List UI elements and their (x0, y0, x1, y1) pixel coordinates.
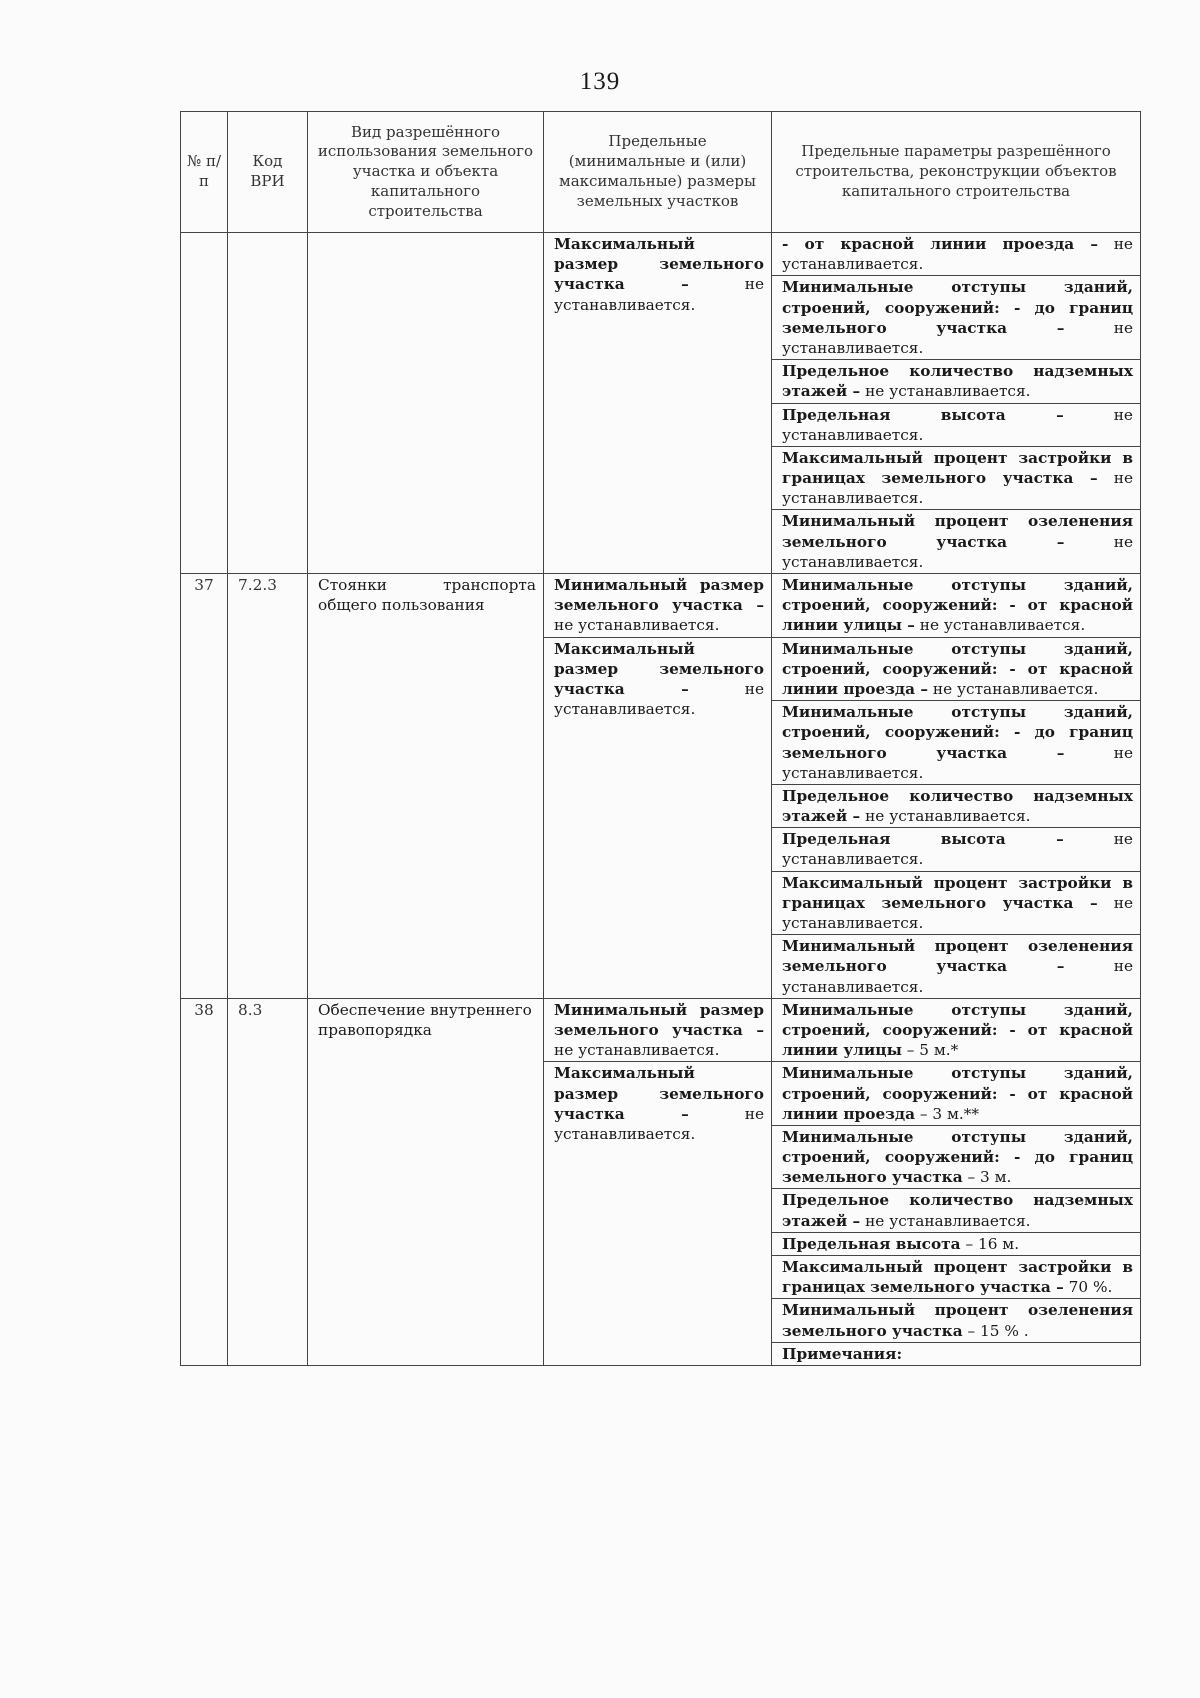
header-num: № п/п (181, 112, 228, 233)
size-max-label: Максимальный размер земельного участка – (554, 235, 764, 294)
param-value: не устанавливается. (782, 830, 1133, 869)
param-cell (772, 998, 1141, 1062)
param-value: – 15 % . (967, 1321, 1029, 1340)
cell-num (181, 233, 228, 574)
param-cell (772, 446, 1141, 510)
cell-size-max (544, 637, 772, 998)
param-label: Минимальный процент озеленения земельного участка – (782, 937, 1133, 976)
notes-cell (772, 1342, 1141, 1365)
param-cell (772, 935, 1141, 999)
cell-code: 8.3 (228, 998, 308, 1365)
param-cell (772, 1232, 1141, 1255)
cell-size-max (544, 233, 772, 574)
param-value: не устанавливается. (782, 318, 1133, 357)
param-value: не устанавливается. (782, 405, 1133, 444)
param-cell (772, 784, 1141, 827)
cell-size-max (544, 1062, 772, 1366)
param-value: не устанавливается. (782, 957, 1133, 996)
param-label: Предельная высота – (782, 405, 1064, 424)
header-kind: Вид разрешённого использования земельного участка и объекта капитального строительства (308, 112, 544, 233)
header-code: Код ВРИ (228, 112, 308, 233)
notes-label: Примечания: (782, 1344, 903, 1363)
param-label: Минимальные отступы зданий, строений, сооружений: - от красной линии проезда – (782, 639, 1133, 698)
param-label: Предельное количество надземных этажей – (782, 362, 1133, 401)
param-cell (772, 360, 1141, 403)
param-label: Предельная высота (782, 1234, 961, 1253)
param-value: не устанавливается. (782, 469, 1133, 508)
param-value: – 16 м. (965, 1234, 1020, 1253)
param-cell (772, 1125, 1141, 1189)
param-cell (772, 574, 1141, 638)
param-cell (772, 276, 1141, 360)
page-number: 139 (579, 68, 621, 95)
param-label: Минимальные отступы зданий, строений, сооружений: - от красной линии улицы – (782, 576, 1133, 635)
param-value: не устанавливается. (782, 235, 1133, 274)
cell-kind: Стоянки транспорта общего пользования (308, 574, 544, 999)
param-cell (772, 637, 1141, 701)
param-label: Минимальные отступы зданий, строений, сооружений: - от красной линии проезда (782, 1064, 1133, 1123)
size-min-value: не устанавливается. (554, 616, 720, 635)
param-cell (772, 403, 1141, 446)
size-max-label: Максимальный размер земельного участка – (554, 639, 764, 698)
param-value: не устанавливается. (865, 1211, 1031, 1230)
param-cell (772, 510, 1141, 574)
param-label: - от красной линии проезда – (782, 235, 1099, 253)
param-value: – 3 м.** (919, 1104, 980, 1123)
table-row (181, 233, 1141, 276)
param-cell (772, 1189, 1141, 1232)
param-label: Максимальный процент застройки в границах земельного участка – (782, 448, 1133, 488)
cell-code: 7.2.3 (228, 574, 308, 999)
param-label: Максимальный процент застройки в границах земельного участка – (782, 873, 1133, 912)
param-label: Минимальные отступы зданий, строений, сооружений: - от красной линии улицы (782, 1000, 1133, 1060)
param-label: Минимальные отступы зданий, строений, сооружений: - до границ земельного участка – (782, 703, 1133, 762)
regulations-table (180, 111, 1141, 1366)
param-value: не устанавливается. (932, 679, 1099, 698)
param-value: – 5 м.* (906, 1041, 959, 1060)
size-min-value: не устанавливается. (554, 1041, 720, 1060)
param-cell (772, 1256, 1141, 1299)
param-value: 70 %. (1068, 1278, 1113, 1297)
size-min-label: Минимальный размер земельного участка – (554, 576, 764, 615)
param-label: Минимальные отступы зданий, строений, сооружений: - до границ земельного участка (782, 1127, 1133, 1187)
cell-size-min (544, 574, 772, 638)
param-value: не устанавливается. (782, 743, 1133, 782)
param-cell (772, 828, 1141, 871)
table-row (181, 574, 1141, 638)
param-value: – 3 м. (967, 1168, 1012, 1187)
cell-kind: Обеспечение внутреннего правопорядка (308, 998, 544, 1365)
size-max-value: не устанавливается. (554, 1104, 764, 1143)
cell-code (228, 233, 308, 574)
param-value: не устанавливается. (865, 382, 1031, 401)
param-value: не устанавливается. (865, 807, 1031, 826)
cell-num: 38 (181, 998, 228, 1365)
param-label: Минимальный процент озеленения земельного участка – (782, 512, 1133, 551)
param-label: Предельная высота – (782, 830, 1064, 849)
size-max-value: не устанавливается. (554, 679, 764, 719)
param-cell (772, 701, 1141, 785)
param-value: не устанавливается. (919, 616, 1086, 635)
header-params: Предельные параметры разрешённого строительства, реконструкции объектов капитального строительства (772, 112, 1141, 233)
param-cell (772, 1299, 1141, 1342)
param-label: Предельное количество надземных этажей – (782, 1191, 1133, 1230)
param-cell (772, 233, 1141, 276)
size-min-label: Минимальный размер земельного участка – (554, 1000, 764, 1039)
cell-kind (308, 233, 544, 574)
param-label: Минимальные отступы зданий, строений, сооружений: - до границ земельного участка – (782, 278, 1133, 337)
param-value: не устанавливается. (782, 893, 1133, 932)
size-max-label: Максимальный размер земельного участка – (554, 1064, 764, 1123)
param-cell (772, 1062, 1141, 1126)
param-label: Минимальный процент озеленения земельного участка (782, 1301, 1133, 1340)
param-cell (772, 871, 1141, 935)
param-label: Предельное количество надземных этажей – (782, 786, 1133, 826)
param-label: Максимальный процент застройки в границах земельного участка – (782, 1258, 1133, 1297)
size-max-value: не устанавливается. (554, 275, 764, 314)
header-size: Предельные (минимальные и (или) максимальные) размеры земельных участков (544, 112, 772, 233)
table-row (181, 998, 1141, 1062)
table-header-row (181, 112, 1141, 233)
cell-size-min (544, 998, 772, 1062)
cell-num: 37 (181, 574, 228, 999)
param-value: не устанавливается. (782, 532, 1133, 571)
